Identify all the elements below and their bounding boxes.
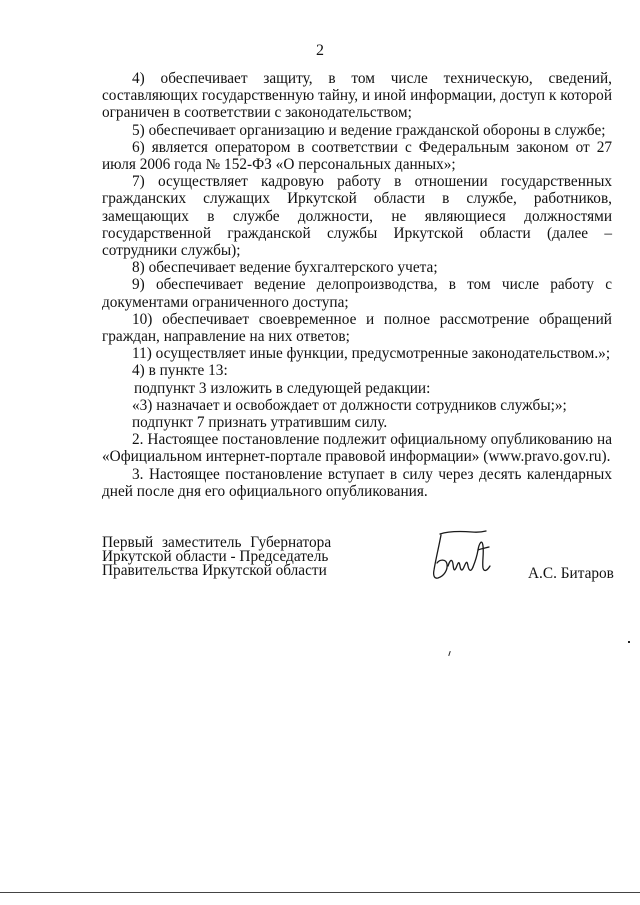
stray-dot [628,641,630,643]
paragraph-section-3: 3. Настоящее постановление вступает в силу через десять календарных дней после дня его официального опубликования. [102,465,612,500]
stray-tick [448,651,450,656]
scan-edge-line [0,892,640,893]
paragraph-item-8: 8) обеспечивает ведение бухгалтерского учета; [132,259,438,277]
signature-block [102,536,612,596]
paragraph-item-6: 6) является оператором в соответствии с Федеральным законом от 27 июля 2006 года № 152-ФЗ «О персональных данных»; [102,138,612,174]
signer-title [102,536,342,578]
signer-title-line-2: Иркутской области - Председатель [102,548,329,565]
paragraph-subpoint-3-intro: подпункт 3 изложить в следующей редакции: [134,379,431,397]
paragraph-subpoint-3-text: «3) назначает и освобождает от должности сотрудников службы;»; [132,396,567,414]
paragraph-point-13: 4) в пункте 13: [132,362,228,380]
page-number: 2 [316,42,324,59]
paragraph-item-9: 9) обеспечивает ведение делопроизводства, в том числе работу с документами ограниченного доступа; [102,276,612,311]
signer-title-line-3: Правительства Иркутской области [102,562,327,579]
signer-title-line-1: Первый заместитель Губернатора [102,534,332,551]
paragraph-section-2: 2. Настоящее постановление подлежит официальному опубликованию на «Официальном интернет-портале правовой информации» (www.pravo.gov.ru). [102,431,612,466]
paragraph-item-11: 11) осуществляет иные функции, предусмотренные законодательством.»; [132,345,611,363]
handwritten-signature [420,526,500,588]
paragraph-subpoint-7: подпункт 7 признать утратившим силу. [132,414,388,432]
paragraph-item-10: 10) обеспечивает своевременное и полное рассмотрение обращений граждан, направление на них ответов; [102,310,612,346]
paragraph-item-5: 5) обеспечивает организацию и ведение гражданской обороны в службе; [132,121,606,139]
document-body [102,70,612,500]
signer-name: А.С. Битаров [528,565,614,582]
paragraph-item-4: 4) обеспечивает защиту, в том числе техническую, сведений, составляющих государственную тайну, и иной информации, доступ к которой ограничен в соответствии с законодательством; [102,70,612,122]
paragraph-item-7: 7) осуществляет кадровую работу в отношении государственных гражданских служащих Иркутской области в службе, работников, замещающих в службе должности, не являющиеся должностями государственной гражданской службы Иркутской области (далее – сотрудники службы); [102,173,612,260]
